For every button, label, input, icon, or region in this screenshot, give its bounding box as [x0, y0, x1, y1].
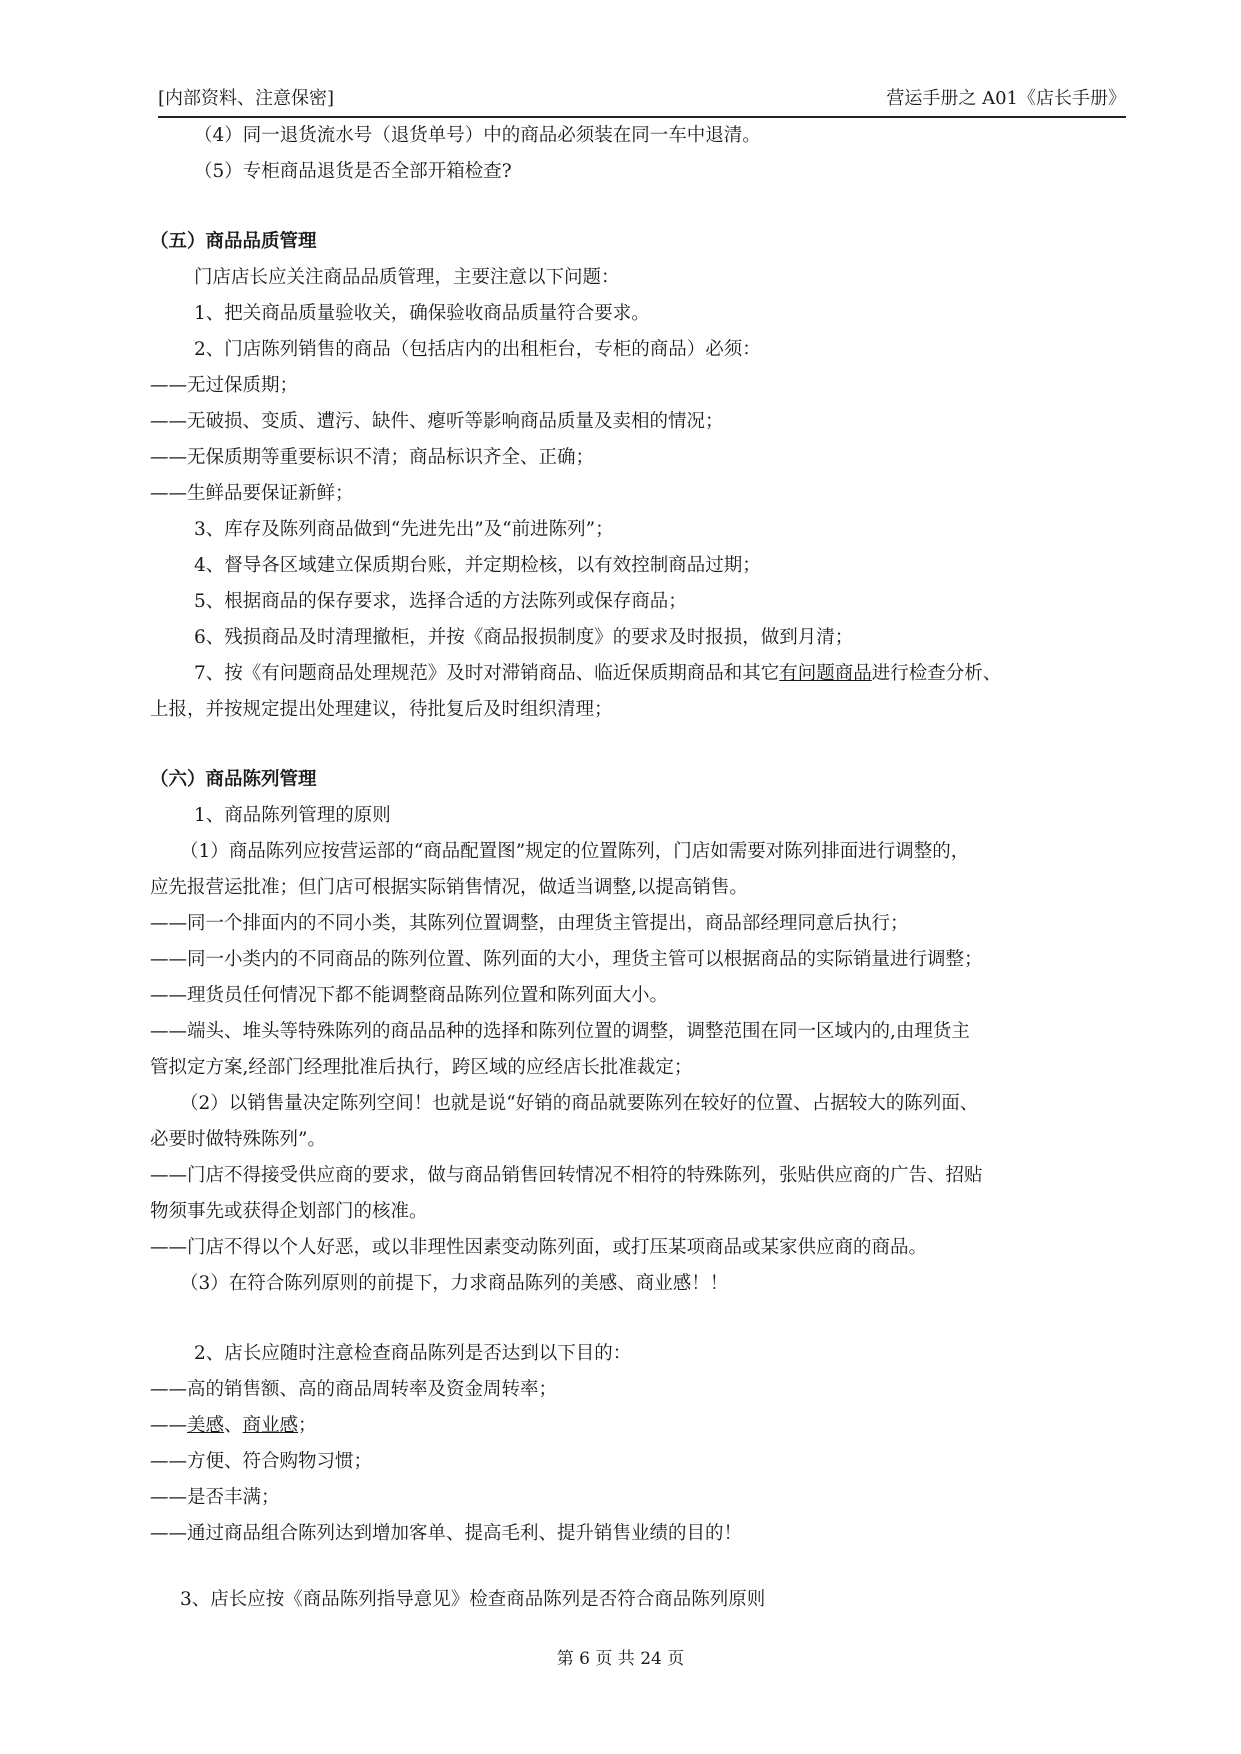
list-item: 3、库存及陈列商品做到“先进先出”及“前进陈列”； [194, 519, 614, 540]
paragraph: （5）专柜商品退货是否全部开箱检查? [194, 161, 512, 182]
document-body [150, 118, 1126, 1618]
underlined-term: 商业感 [242, 1415, 299, 1436]
paragraph-continuation: 应先报营运批准；但门店可根据实际销售情况，做适当调整,以提高销售。 [150, 877, 748, 898]
dash-item: ——同一个排面内的不同小类，其陈列位置调整，由理货主管提出，商品部经理同意后执行； [150, 913, 909, 934]
dash-item: ——理货员任何情况下都不能调整商品陈列位置和陈列面大小。 [150, 985, 669, 1006]
text-run: —— [150, 1415, 187, 1436]
paragraph-continuation: 必要时做特殊陈列”。 [150, 1129, 326, 1150]
dash-item: ——门店不得以个人好恶，或以非理性因素变动陈列面，或打压某项商品或某家供应商的商品。 [150, 1237, 928, 1258]
text-run: 7、按《有问题商品处理规范》及时对滞销商品、临近保质期商品和其它 [194, 663, 780, 684]
underlined-term: 有问题商品 [779, 663, 872, 684]
dash-item: ——无保质期等重要标识不清；商品标识齐全、正确； [150, 447, 595, 468]
dash-item: ——生鲜品要保证新鲜； [150, 483, 354, 504]
dash-item: ——门店不得接受供应商的要求，做与商品销售回转情况不相符的特殊陈列，张贴供应商的广告、招贴 [150, 1165, 983, 1186]
text-run: 进行检查分析、 [871, 663, 1002, 684]
list-item: 5、根据商品的保存要求，选择合适的方法陈列或保存商品； [194, 591, 687, 612]
list-item: 6、残损商品及时清理撤柜，并按《商品报损制度》的要求及时报损，做到月清； [194, 627, 854, 648]
paragraph: （1）商品陈列应按营运部的“商品配置图”规定的位置陈列，门店如需要对陈列排面进行调整的， [180, 841, 970, 862]
dash-item: ——无破损、变质、遭污、缺件、瘪听等影响商品质量及卖相的情况； [150, 411, 724, 432]
dash-item: ——同一小类内的不同商品的陈列位置、陈列面的大小，理货主管可以根据商品的实际销量进行调整； [150, 949, 983, 970]
list-item: 4、督导各区域建立保质期台账，并定期检核，以有效控制商品过期； [194, 555, 761, 576]
paragraph-continuation: 管拟定方案,经部门经理批准后执行，跨区域的应经店长批准裁定； [150, 1057, 693, 1078]
list-item: 2、门店陈列销售的商品（包括店内的出租柜台，专柜的商品）必须： [194, 339, 761, 360]
list-item: 1、把关商品质量验收关，确保验收商品质量符合要求。 [194, 303, 650, 324]
paragraph-continuation: 物须事先或获得企划部门的核准。 [150, 1201, 428, 1222]
manual-title: 营运手册之 A01《店长手册》 [886, 88, 1126, 109]
paragraph: （3）在符合陈列原则的前提下，力求商品陈列的美感、商业感！！ [180, 1273, 729, 1294]
dash-item: ——方便、符合购物习惯； [150, 1451, 373, 1472]
page-number: 第 6 页 共 24 页 [556, 1649, 685, 1669]
dash-item: ——端头、堆头等特殊陈列的商品品种的选择和陈列位置的调整，调整范围在同一区域内的,由理货主 [150, 1021, 970, 1042]
paragraph: （4）同一退货流水号（退货单号）中的商品必须装在同一车中退清。 [194, 125, 761, 146]
paragraph: 门店店长应关注商品品质管理，主要注意以下问题： [194, 267, 620, 288]
list-item [150, 656, 1126, 692]
dash-item: ——高的销售额、高的商品周转率及资金周转率； [150, 1379, 558, 1400]
dash-item: ——无过保质期； [150, 375, 299, 396]
text-run: 、 [224, 1415, 243, 1436]
list-item: 3、店长应按《商品陈列指导意见》检查商品陈列是否符合商品陈列原则 [180, 1589, 766, 1610]
list-item: 2、店长应随时注意检查商品陈列是否达到以下目的： [194, 1343, 632, 1364]
dash-item: ——是否丰满； [150, 1487, 280, 1508]
paragraph-continuation: 上报，并按规定提出处理建议，待批复后及时组织清理； [150, 699, 613, 720]
dash-item [150, 1408, 1126, 1444]
page-header [158, 84, 1126, 118]
section-heading: （六）商品陈列管理 [150, 769, 317, 790]
list-item: 1、商品陈列管理的原则 [194, 805, 391, 826]
dash-item: ——通过商品组合陈列达到增加客单、提高毛利、提升销售业绩的目的！ [150, 1523, 743, 1544]
paragraph: （2）以销售量决定陈列空间！也就是说“好销的商品就要陈列在较好的位置、占据较大的陈列面、 [180, 1093, 979, 1114]
text-run: ； [298, 1415, 317, 1436]
confidential-label: [内部资料、注意保密] [158, 88, 335, 109]
underlined-term: 美感 [187, 1415, 225, 1436]
section-heading: （五）商品品质管理 [150, 231, 317, 252]
